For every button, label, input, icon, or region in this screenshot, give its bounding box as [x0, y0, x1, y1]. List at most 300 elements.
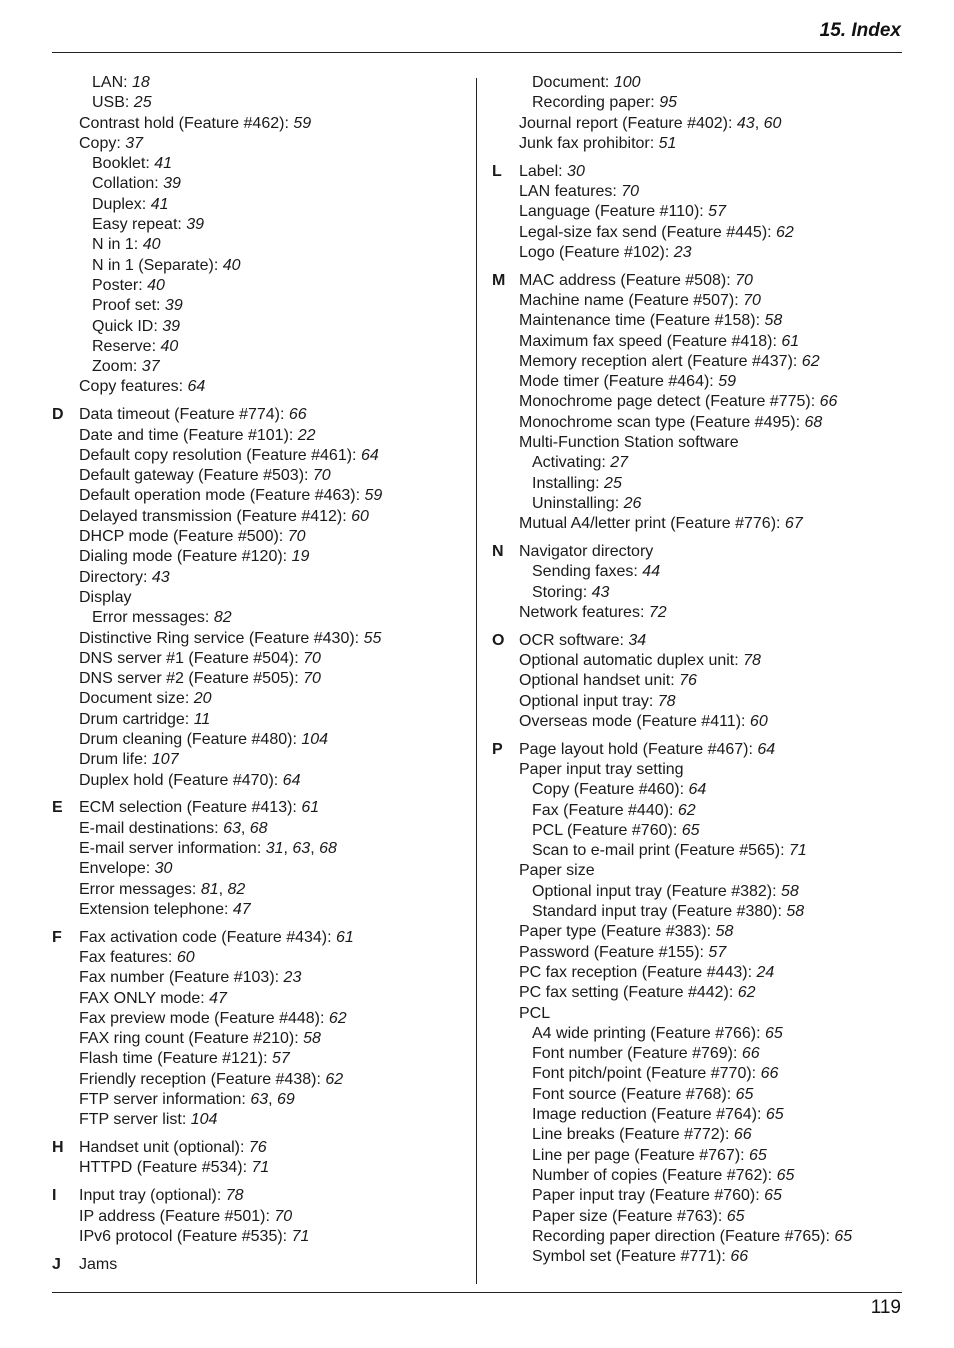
index-entry	[492, 671, 902, 691]
page-reference[interactable]: 61	[336, 928, 354, 946]
index-entry	[52, 1158, 472, 1178]
index-term: OCR software:	[519, 631, 629, 649]
page-reference[interactable]: 60	[176, 948, 195, 966]
index-term: Zoom:	[92, 358, 142, 376]
page-reference[interactable]: 63	[223, 819, 241, 837]
index-term: Date and time (Feature #101):	[79, 426, 298, 444]
index-entry	[492, 202, 902, 222]
index-entry	[492, 1227, 902, 1247]
index-term: DHCP mode (Feature #500):	[79, 528, 288, 546]
page-reference[interactable]: 76	[679, 672, 697, 690]
index-term: Optional input tray:	[519, 692, 658, 710]
page-reference[interactable]: 39	[186, 216, 205, 234]
page-reference[interactable]: 31	[265, 839, 284, 857]
index-entry	[52, 989, 472, 1009]
page-reference[interactable]: 62	[325, 1070, 344, 1088]
index-entry	[52, 1186, 472, 1206]
page-reference[interactable]: 25	[133, 94, 152, 112]
index-term: Activating:	[532, 454, 611, 472]
index-term: Machine name (Feature #507):	[519, 291, 744, 309]
index-entry	[52, 710, 472, 730]
index-entry	[52, 629, 472, 649]
index-entry	[492, 963, 902, 983]
index-term: A4 wide printing (Feature #766):	[532, 1024, 766, 1042]
index-term: Default gateway (Feature #503):	[79, 467, 313, 485]
index-entry	[492, 453, 902, 473]
index-term: Label:	[519, 162, 568, 180]
index-entry	[492, 712, 902, 732]
page-reference[interactable]: 62	[737, 984, 756, 1002]
index-entry	[492, 413, 902, 433]
index-term: DNS server #1 (Feature #504):	[79, 649, 304, 667]
index-term: PCL	[519, 1004, 551, 1022]
page-reference[interactable]: 41	[150, 195, 169, 213]
index-entry	[52, 608, 472, 628]
index-entry	[52, 215, 472, 235]
page-reference[interactable]: 65	[765, 1106, 784, 1124]
index-entry	[492, 352, 902, 372]
page-reference[interactable]: 47	[232, 900, 251, 918]
index-term: Standard input tray (Feature #380):	[532, 903, 787, 921]
index-entry	[492, 542, 902, 562]
index-term: Image reduction (Feature #764):	[532, 1106, 766, 1124]
page-reference[interactable]: 64	[187, 378, 206, 396]
index-entry	[492, 882, 902, 902]
index-term: Delayed transmission (Feature #412):	[79, 507, 352, 525]
index-term: Flash time (Feature #121):	[79, 1050, 272, 1068]
section-letter: P	[492, 740, 503, 758]
index-term: Fax number (Feature #103):	[79, 969, 284, 987]
page-reference[interactable]: 23	[283, 969, 302, 987]
index-entry	[492, 583, 902, 603]
index-entry	[52, 466, 472, 486]
header-rule	[52, 52, 902, 53]
index-term: Sending faxes:	[532, 563, 643, 581]
page-reference[interactable]: 95	[659, 94, 677, 112]
section-letter: O	[492, 631, 505, 649]
page-reference[interactable]: 70	[303, 670, 321, 688]
index-entry	[492, 182, 902, 202]
index-entry	[492, 821, 902, 841]
page-reference[interactable]: 37	[125, 134, 144, 152]
index-entry	[52, 357, 472, 377]
index-term: Extension telephone:	[79, 900, 233, 918]
index-term: Fax activation code (Feature #434):	[79, 928, 337, 946]
page-reference[interactable]: 62	[776, 223, 794, 241]
index-term: Navigator directory	[519, 543, 654, 561]
index-entry	[492, 603, 902, 623]
index-term: Copy (Feature #460):	[532, 781, 689, 799]
index-term: N in 1 (Separate):	[92, 256, 223, 274]
index-entry	[492, 1105, 902, 1125]
page-reference[interactable]: 62	[801, 352, 820, 370]
index-term: MAC address (Feature #508):	[519, 271, 736, 289]
index-entry	[52, 317, 472, 337]
page-reference[interactable]: 37	[141, 358, 160, 376]
page-reference[interactable]: 66	[760, 1065, 779, 1083]
page-reference[interactable]: 81	[200, 880, 219, 898]
page-reference[interactable]: 41	[154, 155, 173, 173]
page-reference[interactable]: 63	[292, 839, 311, 857]
page-reference[interactable]: 65	[765, 1024, 783, 1042]
page-reference[interactable]: 57	[708, 203, 726, 221]
index-entry	[492, 1085, 902, 1105]
index-entry	[52, 426, 472, 446]
index-term: Drum cartridge:	[79, 710, 194, 728]
index-term: Mode timer (Feature #464):	[519, 373, 719, 391]
page-reference[interactable]: 58	[786, 903, 805, 921]
page-reference[interactable]: 44	[642, 563, 661, 581]
index-term: Scan to e-mail print (Feature #565):	[532, 842, 790, 860]
index-entry	[492, 311, 902, 331]
page-reference[interactable]: 20	[193, 690, 212, 708]
page-reference[interactable]: 72	[648, 603, 667, 621]
section-letter: N	[492, 543, 504, 561]
index-entry	[52, 174, 472, 194]
index-entry	[492, 243, 902, 263]
index-term: Paper size (Feature #763):	[532, 1207, 727, 1225]
page-reference[interactable]: 68	[249, 819, 268, 837]
index-entry	[492, 562, 902, 582]
index-term: Page layout hold (Feature #467):	[519, 740, 758, 758]
page-reference[interactable]: 82	[227, 880, 246, 898]
page-reference[interactable]: 58	[781, 882, 799, 900]
index-entry	[52, 296, 472, 316]
page-reference[interactable]: 66	[819, 393, 838, 411]
page-reference[interactable]: 60	[763, 114, 782, 132]
index-term: Password (Feature #155):	[519, 943, 709, 961]
index-term: IP address (Feature #501):	[79, 1207, 275, 1225]
page-reference[interactable]: 82	[213, 609, 232, 627]
index-term: Multi-Function Station software	[519, 434, 739, 452]
index-entry	[52, 446, 472, 466]
index-entry	[52, 73, 472, 93]
index-entry	[492, 514, 902, 534]
page-reference[interactable]: 65	[681, 821, 700, 839]
page-number: 119	[870, 1297, 901, 1318]
index-term: Default copy resolution (Feature #461):	[79, 446, 361, 464]
index-term: Line per page (Feature #767):	[532, 1146, 750, 1164]
index-term: Duplex hold (Feature #470):	[79, 771, 283, 789]
index-term: Paper input tray (Feature #760):	[532, 1187, 765, 1205]
page-reference[interactable]: 70	[743, 291, 761, 309]
index-term: Junk fax prohibitor:	[519, 134, 659, 152]
page-reference[interactable]: 22	[297, 426, 316, 444]
page-reference[interactable]: 104	[190, 1111, 218, 1129]
page-reference[interactable]: 39	[164, 297, 183, 315]
page-reference[interactable]: 70	[735, 271, 753, 289]
index-entry	[492, 134, 902, 154]
index-term: PC fax setting (Feature #442):	[519, 984, 738, 1002]
index-term: FAX ring count (Feature #210):	[79, 1030, 304, 1048]
page-reference[interactable]: 66	[730, 1248, 749, 1266]
page-reference[interactable]: 64	[360, 446, 379, 464]
index-term: FTP server information:	[79, 1091, 251, 1109]
index-entry	[492, 651, 902, 671]
page-reference[interactable]: 71	[291, 1227, 310, 1245]
index-term: Legal-size fax send (Feature #445):	[519, 223, 777, 241]
page-reference[interactable]: 58	[303, 1030, 321, 1048]
page-reference[interactable]: 43	[736, 114, 755, 132]
page-reference[interactable]: 107	[151, 751, 179, 769]
index-entry	[52, 1110, 472, 1130]
index-entry	[492, 1024, 902, 1044]
index-entry	[52, 1138, 472, 1158]
page-reference[interactable]: 78	[657, 692, 676, 710]
page-reference[interactable]: 58	[715, 923, 734, 941]
index-entry	[492, 392, 902, 412]
index-term: Optional handset unit:	[519, 672, 680, 690]
page-reference[interactable]: 68	[804, 413, 823, 431]
index-term: Paper type (Feature #383):	[519, 923, 716, 941]
index-term: FTP server list:	[79, 1111, 191, 1129]
index-entry	[52, 337, 472, 357]
section-letter: D	[52, 406, 64, 424]
page-reference[interactable]: 64	[688, 781, 707, 799]
page-reference[interactable]: 40	[222, 256, 241, 274]
index-entry	[492, 861, 902, 881]
section-letter: M	[492, 271, 506, 289]
index-entry	[52, 507, 472, 527]
index-term: Error messages:	[79, 880, 201, 898]
index-entry	[492, 271, 902, 291]
index-entry	[492, 73, 902, 93]
page-reference[interactable]: 62	[328, 1009, 347, 1027]
index-term: PC fax reception (Feature #443):	[519, 963, 757, 981]
index-entry: Journal report (Feature #402): 43, 60	[519, 114, 782, 132]
page-reference[interactable]: 68	[319, 839, 337, 857]
index-term: Logo (Feature #102):	[519, 243, 674, 261]
index-entry	[492, 1186, 902, 1206]
index-entry	[492, 1207, 902, 1227]
page-reference[interactable]: 66	[733, 1126, 752, 1144]
index-term: Monochrome page detect (Feature #775):	[519, 393, 820, 411]
page-reference[interactable]: 26	[623, 494, 642, 512]
page-reference[interactable]: 64	[757, 740, 776, 758]
page-reference[interactable]: 65	[726, 1207, 745, 1225]
section-letter: L	[492, 162, 502, 180]
index-term: PCL (Feature #760):	[532, 821, 682, 839]
index-term: Mutual A4/letter print (Feature #776):	[519, 515, 785, 533]
index-term: Collation:	[92, 175, 164, 193]
index-entry	[52, 527, 472, 547]
page-reference[interactable]: 62	[677, 801, 696, 819]
index-entry	[52, 256, 472, 276]
index-entry	[492, 1044, 902, 1064]
page-reference[interactable]: 63	[250, 1091, 269, 1109]
page-reference[interactable]: 47	[209, 989, 227, 1007]
index-entry	[52, 235, 472, 255]
index-term: Storing:	[532, 583, 592, 601]
page-reference[interactable]: 51	[658, 134, 677, 152]
index-entry	[52, 928, 472, 948]
page-reference[interactable]: 40	[142, 236, 161, 254]
index-term: Data timeout (Feature #774):	[79, 406, 289, 424]
index-term: Network features:	[519, 603, 649, 621]
index-entry	[492, 922, 902, 942]
index-entry	[52, 669, 472, 689]
page-reference[interactable]: 23	[673, 243, 692, 261]
page-reference[interactable]: 25	[604, 474, 622, 492]
index-column-left	[52, 73, 472, 1275]
index-term: Default operation mode (Feature #463):	[79, 487, 365, 505]
page-reference[interactable]: 57	[271, 1050, 290, 1068]
index-term: Optional automatic duplex unit:	[519, 652, 744, 670]
index-term: Drum cleaning (Feature #480):	[79, 731, 302, 748]
index-entry	[52, 1070, 472, 1090]
page-reference[interactable]: 69	[277, 1091, 295, 1109]
index-term: Monochrome scan type (Feature #495):	[519, 413, 805, 431]
index-entry	[52, 649, 472, 669]
index-entry	[492, 1146, 902, 1166]
index-term: Distinctive Ring service (Feature #430):	[79, 629, 364, 647]
index-entry	[492, 841, 902, 861]
page-reference[interactable]: 71	[789, 842, 807, 860]
page-reference[interactable]: 40	[147, 276, 165, 294]
page-reference[interactable]: 65	[749, 1146, 767, 1164]
page-reference[interactable]: 78	[743, 652, 761, 670]
index-term: Font source (Feature #768):	[532, 1085, 736, 1103]
index-entry	[52, 859, 472, 879]
page-reference[interactable]: 64	[282, 771, 301, 789]
page-reference[interactable]: 66	[741, 1045, 760, 1063]
page-reference[interactable]: 59	[293, 114, 312, 132]
index-entry	[492, 372, 902, 392]
index-entry	[492, 943, 902, 963]
index-entry	[492, 494, 902, 514]
page-reference[interactable]: 61	[301, 799, 320, 817]
page-reference[interactable]: 67	[784, 515, 803, 533]
page-reference[interactable]: 70	[312, 467, 331, 485]
page-reference[interactable]: 40	[160, 337, 179, 355]
page-reference[interactable]: 19	[291, 548, 310, 566]
page-reference[interactable]: 57	[708, 943, 727, 961]
index-entry	[492, 1125, 902, 1145]
page-reference[interactable]: 78	[225, 1187, 244, 1205]
page-reference[interactable]: 65	[776, 1166, 795, 1184]
column-divider	[476, 78, 477, 1284]
index-term: Directory:	[79, 568, 152, 586]
page-reference[interactable]: 55	[363, 629, 382, 647]
index-entry	[52, 588, 472, 608]
page-reference[interactable]: 58	[764, 312, 783, 330]
index-term: Memory reception alert (Feature #437):	[519, 352, 802, 370]
page-reference[interactable]: 104	[301, 731, 329, 748]
index-term: Booklet:	[92, 155, 155, 173]
index-entry	[492, 902, 902, 922]
page-reference[interactable]: 27	[610, 454, 629, 472]
page-reference[interactable]: 70	[274, 1207, 293, 1225]
page-reference[interactable]: 39	[162, 317, 181, 335]
page-reference[interactable]: 65	[834, 1227, 853, 1245]
index-entry	[492, 801, 902, 821]
index-term: FAX ONLY mode:	[79, 989, 210, 1007]
index-entry	[52, 134, 472, 154]
index-entry	[492, 93, 902, 113]
index-term: Recording paper direction (Feature #765):	[532, 1227, 835, 1245]
index-term: DNS server #2 (Feature #505):	[79, 670, 304, 688]
index-entry	[52, 1029, 472, 1049]
page-reference[interactable]: 60	[749, 712, 768, 730]
index-term: Easy repeat:	[92, 216, 187, 234]
index-entry	[52, 276, 472, 296]
page-reference[interactable]: 43	[591, 583, 610, 601]
page-reference[interactable]: 76	[248, 1139, 267, 1157]
index-term: LAN features:	[519, 182, 622, 200]
section-letter: E	[52, 799, 63, 817]
index-term: Journal report (Feature #402):	[519, 114, 737, 132]
index-term: LAN:	[92, 74, 133, 91]
page-reference[interactable]: 18	[132, 74, 150, 91]
index-term: Document:	[532, 74, 614, 91]
index-term: Symbol set (Feature #771):	[532, 1248, 731, 1266]
index-entry	[492, 1064, 902, 1084]
page-reference[interactable]: 100	[613, 74, 641, 91]
page-reference[interactable]: 11	[193, 710, 211, 728]
page-reference[interactable]: 65	[764, 1187, 782, 1205]
index-entry	[52, 900, 472, 920]
section-letter: H	[52, 1139, 64, 1157]
page-reference[interactable]: 66	[288, 406, 307, 424]
page-reference[interactable]: 24	[756, 963, 775, 981]
index-term: Error messages:	[92, 609, 214, 627]
section-letter: J	[52, 1255, 61, 1273]
page-reference[interactable]: 61	[781, 332, 800, 350]
page-reference[interactable]: 30	[567, 162, 585, 180]
index-entry	[52, 730, 472, 750]
index-term: N in 1:	[92, 236, 143, 254]
index-entry: E-mail server information: 31, 63, 68	[79, 839, 337, 857]
index-entry	[492, 983, 902, 1003]
page-reference[interactable]: 34	[628, 631, 647, 649]
index-entry	[52, 93, 472, 113]
index-entry	[52, 377, 472, 397]
page-reference[interactable]: 71	[251, 1159, 270, 1177]
index-term: Paper size	[519, 862, 595, 880]
index-term: Contrast hold (Feature #462):	[79, 114, 294, 132]
page-reference[interactable]: 39	[163, 175, 181, 193]
page-reference[interactable]: 43	[151, 568, 170, 586]
index-entry	[492, 474, 902, 494]
index-entry	[492, 1004, 902, 1024]
page-reference[interactable]: 70	[303, 649, 321, 667]
index-term: Copy features:	[79, 378, 188, 396]
index-term: USB:	[92, 94, 134, 112]
page-reference[interactable]: 70	[621, 182, 640, 200]
index-term: Maintenance time (Feature #158):	[519, 312, 765, 330]
index-term: Number of copies (Feature #762):	[532, 1166, 777, 1184]
page-reference[interactable]: 60	[351, 507, 369, 525]
footer-rule	[52, 1292, 902, 1293]
index-entry	[52, 1049, 472, 1069]
index-term: Friendly reception (Feature #438):	[79, 1070, 326, 1088]
page-reference[interactable]: 70	[287, 528, 306, 546]
index-term: Duplex:	[92, 195, 151, 213]
page-reference[interactable]: 59	[364, 487, 383, 505]
section-letter: I	[52, 1187, 57, 1205]
index-term: Document size:	[79, 690, 194, 708]
page-reference[interactable]: 30	[154, 860, 173, 878]
index-term: HTTPD (Feature #534):	[79, 1159, 252, 1177]
index-term: ECM selection (Feature #413):	[79, 799, 302, 817]
page-reference[interactable]: 59	[718, 373, 736, 391]
page-reference[interactable]: 65	[735, 1085, 754, 1103]
index-term: Paper input tray setting	[519, 761, 684, 778]
index-entry	[52, 114, 472, 134]
index-entry	[492, 760, 902, 780]
index-term: Maximum fax speed (Feature #418):	[519, 332, 782, 350]
index-term: Font number (Feature #769):	[532, 1045, 742, 1063]
